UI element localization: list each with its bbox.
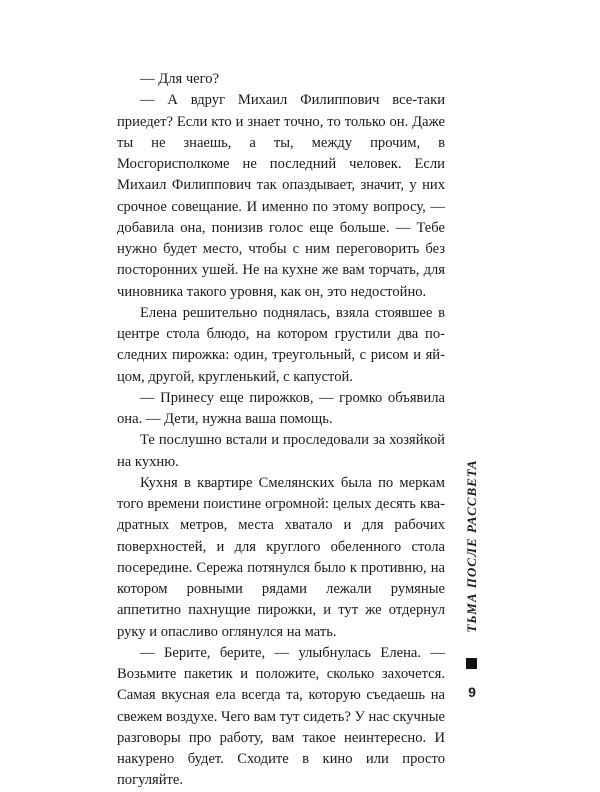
paragraph: — Берите, берите, — улыбнулась Елена. — Возьмите пакетик и положите, сколько захочется. Самая вкусная ела всегда та, которую съедаешь на свежем воздухе. Чего вам тут сидеть? У нас скучные разговоры про работу, вам такое неинтересно. И накурено будет. Сходите в кино или просто погуляйте.	[117, 644, 445, 789]
paragraph: — Принесу еще пирожков, — громко объявила она. — Дети, нужна ваша помощь.	[117, 389, 445, 427]
running-head	[462, 436, 482, 656]
section-marker-square	[466, 658, 477, 669]
paragraph: Елена решительно поднялась, взяла стоявшее в центре стола блюдо, на котором грустили два последних пирожка: один, треугольный, с рисом и яйцом, другой, кругленький, с капустой.	[117, 304, 445, 385]
paragraph: — Для чего?	[140, 71, 220, 87]
paragraph: Кухня в квартире Смелянских была по меркам того времени поистине огромной: целых десять квадратных метров, места хватало и для рабочих поверхностей, и для круглого обеленного стола посередине. Сережа потянулся было к противню, на котором ровными рядами лежали румяные аппетитно пахнущие пирожки, и тут же отдернул руку и опасливо оглянулся на мать.	[117, 474, 445, 640]
paragraph: — А вдруг Михаил Филиппович все-таки приедет? Если кто и знает точно, то только он. Даже ты не знаешь, а ты, между прочим, в Мосгорисполкоме не последний человек. Если Михаил Филиппович так опаздывает, значит, у них срочное совещание. И именно по этому вопросу, — добавила она, понизив голос еще больше. — Тебе нужно будет место, чтобы с ним переговорить без посторонних ушей. Не на кухне же вам торчать, для чиновника такого уровня, как он, это недостойно.	[117, 92, 445, 300]
body-text	[117, 69, 445, 792]
paragraph: Те послушно встали и проследовали за хозяйкой на кухню.	[117, 432, 445, 470]
running-head-title: ТЬМА ПОСЛЕ РАССВЕТА	[464, 459, 479, 633]
page-number: 9	[468, 684, 476, 700]
